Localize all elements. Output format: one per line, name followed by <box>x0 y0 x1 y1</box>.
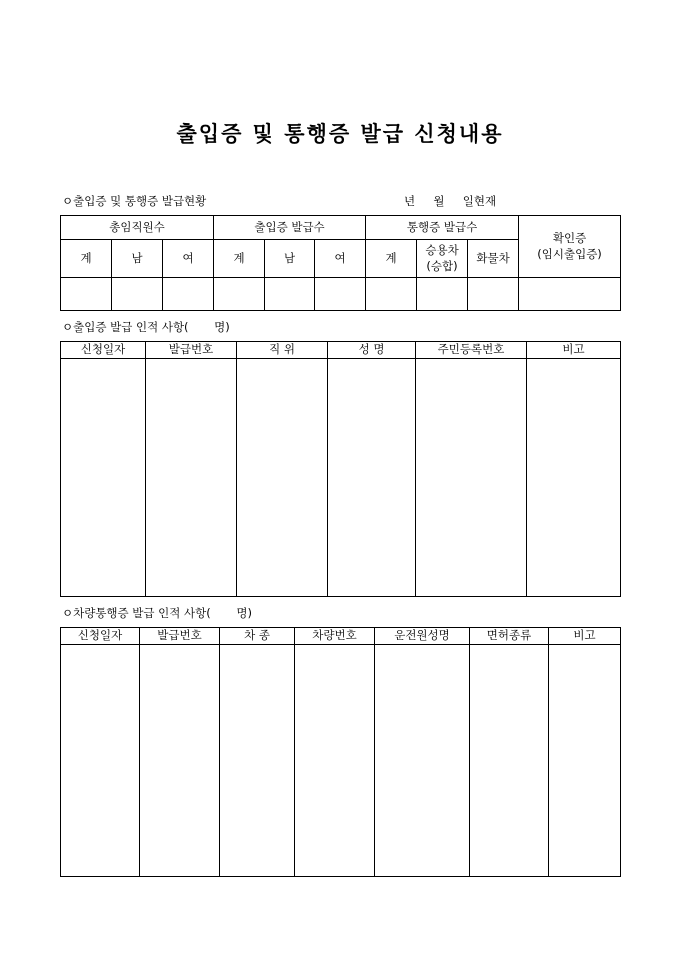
entry-area[interactable] <box>140 645 220 877</box>
section3-heading: ㅇ차량통행증 발급 인적 사항( 명) <box>62 606 252 620</box>
entry-area[interactable] <box>146 359 237 597</box>
col-issue-number: 발급번호 <box>140 628 220 645</box>
section1-heading: ㅇ출입증 및 통행증 발급현황 <box>62 194 207 208</box>
entry-cell[interactable] <box>468 278 519 311</box>
entry-cell[interactable] <box>417 278 468 311</box>
entry-cell[interactable] <box>61 278 112 311</box>
group-confirmation-temp-pass: 확인증 (임시출입증) <box>519 216 621 278</box>
date-line: 년 월 일현재 <box>404 194 497 208</box>
col-application-date: 신청일자 <box>61 628 140 645</box>
col-remarks: 비고 <box>527 342 621 359</box>
entry-area[interactable] <box>61 359 146 597</box>
col-vehicle-number: 차량번호 <box>295 628 375 645</box>
entry-pass-personnel-table <box>60 341 621 597</box>
entry-area[interactable] <box>295 645 375 877</box>
entry-area[interactable] <box>470 645 549 877</box>
entry-area[interactable] <box>328 359 416 597</box>
group-transit-pass-count: 통행증 발급수 <box>366 216 519 240</box>
col-resident-number: 주민등록번호 <box>416 342 527 359</box>
col-vehicle-type: 차 종 <box>220 628 295 645</box>
sub-female: 여 <box>163 240 214 278</box>
entry-area[interactable] <box>549 645 621 877</box>
entry-cell[interactable] <box>214 278 265 311</box>
entry-cell[interactable] <box>265 278 315 311</box>
group-entry-pass-count: 출입증 발급수 <box>214 216 366 240</box>
entry-area[interactable] <box>375 645 470 877</box>
entry-area[interactable] <box>220 645 295 877</box>
vehicle-pass-personnel-table <box>60 627 621 877</box>
entry-area[interactable] <box>237 359 328 597</box>
sub-truck: 화물차 <box>468 240 519 278</box>
col-name: 성 명 <box>328 342 416 359</box>
col-driver-name: 운전원성명 <box>375 628 470 645</box>
col-application-date: 신청일자 <box>61 342 146 359</box>
issuance-status-table <box>60 215 621 311</box>
col-remarks: 비고 <box>549 628 621 645</box>
col-position: 직 위 <box>237 342 328 359</box>
entry-area[interactable] <box>416 359 527 597</box>
sub-total: 계 <box>214 240 265 278</box>
sub-female: 여 <box>315 240 366 278</box>
group-total-employees: 총임직원수 <box>61 216 214 240</box>
entry-cell[interactable] <box>519 278 621 311</box>
col-issue-number: 발급번호 <box>146 342 237 359</box>
sub-passenger-car: 승용차 (승합) <box>417 240 468 278</box>
sub-male: 남 <box>265 240 315 278</box>
sub-total: 계 <box>366 240 417 278</box>
page-title: 출입증 및 통행증 발급 신청내용 <box>176 121 504 146</box>
entry-cell[interactable] <box>112 278 163 311</box>
entry-cell[interactable] <box>163 278 214 311</box>
sub-male: 남 <box>112 240 163 278</box>
entry-cell[interactable] <box>366 278 417 311</box>
entry-area[interactable] <box>527 359 621 597</box>
entry-area[interactable] <box>61 645 140 877</box>
entry-cell[interactable] <box>315 278 366 311</box>
sub-total: 계 <box>61 240 112 278</box>
section2-heading: ㅇ출입증 발급 인적 사항( 명) <box>62 320 230 334</box>
col-license-type: 면허종류 <box>470 628 549 645</box>
